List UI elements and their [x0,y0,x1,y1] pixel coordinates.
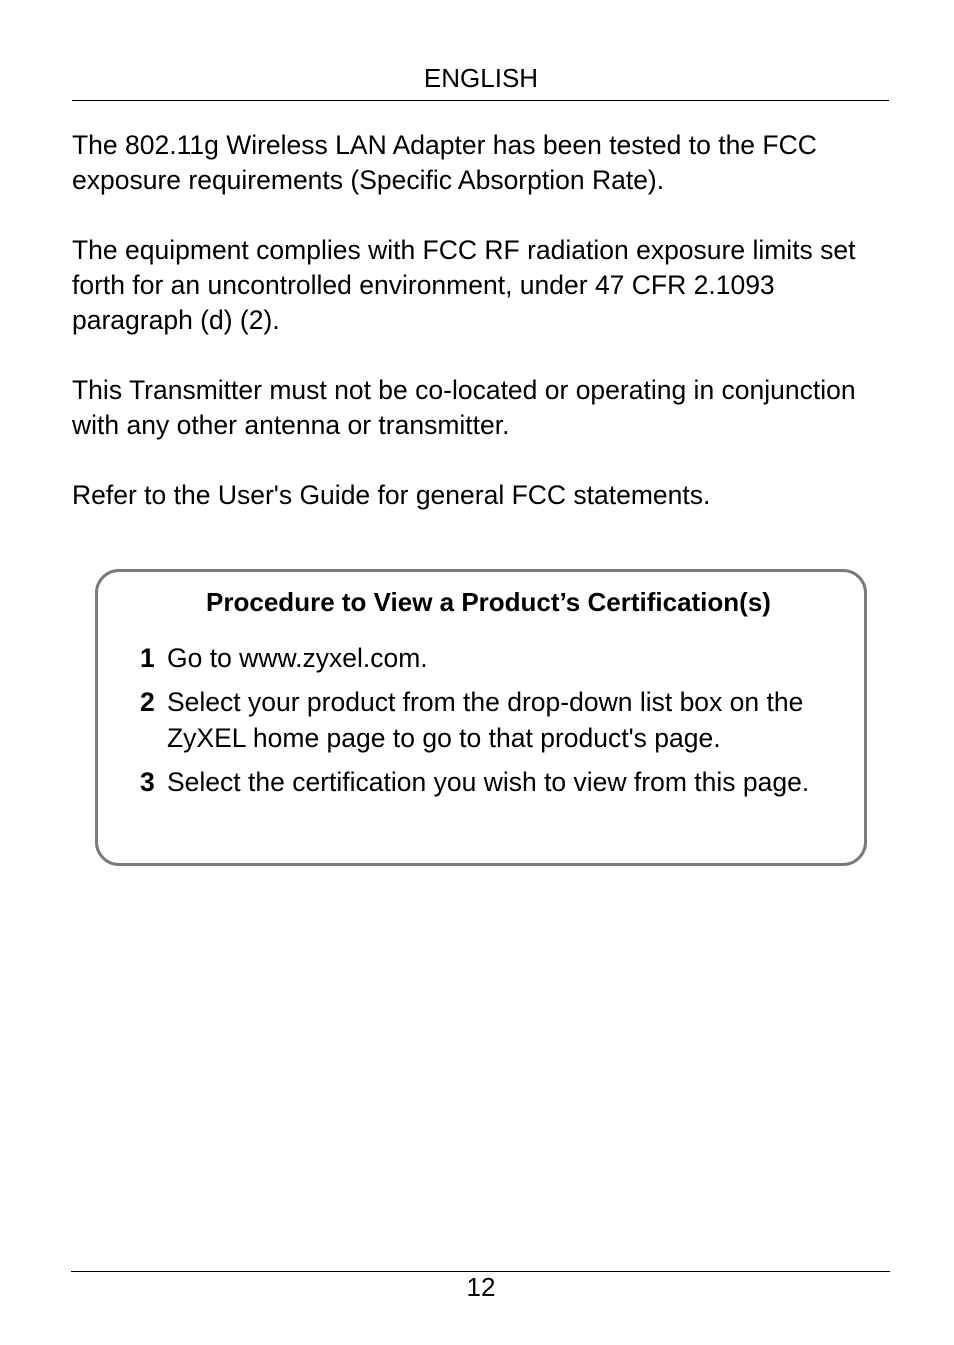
certification-procedure-title: Procedure to View a Product’s Certification(s) [206,587,771,617]
step-number: 1 [140,643,155,673]
step-number: 2 [140,687,155,717]
list-item [140,684,860,756]
paragraph-sar-testing: The 802.11g Wireless LAN Adapter has been tested to the FCC exposure requirements (Specific Absorption Rate). [72,130,817,195]
step-number: 3 [140,767,155,797]
certification-steps-list [140,640,860,808]
step-text: Select your product from the drop-down list box on the ZyXEL home page to go to that product's page. [167,687,804,753]
step-text: Go to www.zyxel.com. [167,643,428,673]
list-item [140,640,860,676]
header-language-label: ENGLISH [423,63,539,93]
paragraph-co-location-warning: This Transmitter must not be co-located or operating in conjunction with any other antenna or transmitter. [72,375,856,440]
paragraph-users-guide-reference: Refer to the User's Guide for general FCC statements. [72,480,711,510]
header-divider [72,100,889,101]
page-number: 12 [466,1272,496,1302]
step-text: Select the certification you wish to view from this page. [167,767,810,797]
paragraph-rf-exposure-limits: The equipment complies with FCC RF radiation exposure limits set forth for an uncontrolled environment, under 47 CFR 2.1093 paragraph (d) (2). [72,235,856,335]
body-text [72,128,892,548]
list-item [140,764,860,800]
